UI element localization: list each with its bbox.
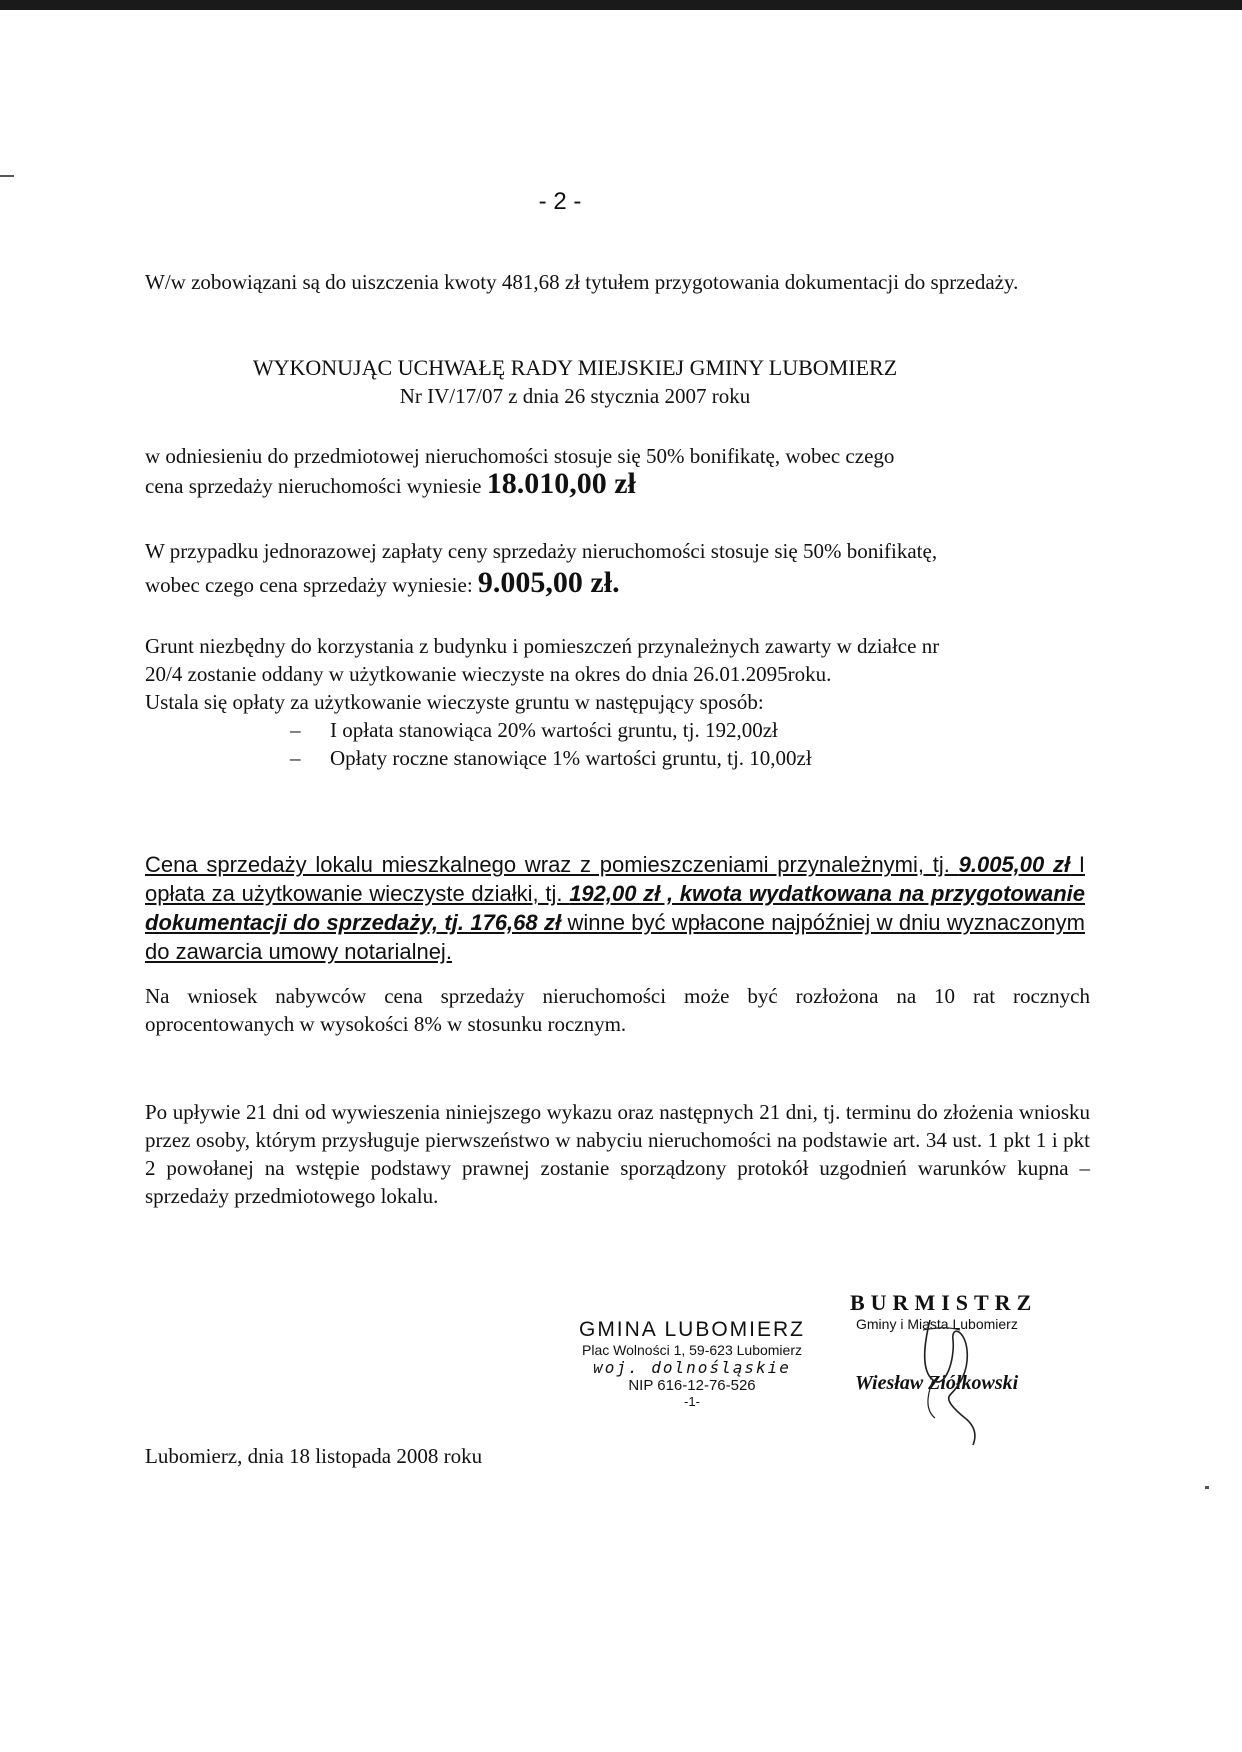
list-dash: – [290, 718, 301, 742]
notice-amount-fee: 192,00 zł , kwota wydatkowana na przygotowanie dokumentacji do sprzedaży, tj. 176,68 zł [145, 881, 1085, 935]
date-place: Lubomierz, dnia 18 listopada 2008 roku [145, 1444, 483, 1468]
sale-price-label: cena sprzedaży nieruchomości wyniesie [145, 474, 487, 498]
scan-edge-mark [0, 175, 14, 177]
single-payment-label: wobec czego cena sprzedaży wyniesie: [145, 573, 478, 597]
notice-text-3: winne być wpłacone najpóźniej w dniu wyznaczonym do zawarcia umowy notarialnej. [145, 910, 1085, 964]
payment-deadline-notice [145, 850, 1085, 966]
land-usage-line-3: Ustala się opłaty za użytkowanie wieczyste gruntu w następujący sposób: [145, 690, 764, 714]
handwritten-signature [905, 1300, 995, 1450]
paragraph-documentation-fee: W/w zobowiązani są do uiszczenia kwoty 481,68 zł tytułem przygotowania dokumentacji do sprzedaży. [145, 270, 1019, 294]
paragraph-discount [145, 442, 1105, 500]
scan-speck [1205, 1486, 1209, 1489]
stamp-gmina-name: GMINA LUBOMIERZ [578, 1318, 806, 1341]
stamp-burmistrz-title: BURMISTRZ [850, 1290, 1038, 1315]
scan-top-border [0, 0, 1242, 10]
fee-text: Opłaty roczne stanowiące 1% wartości gruntu, tj. 10,00zł [330, 746, 812, 770]
stamp-gmina-code: -1- [684, 1394, 700, 1409]
paragraph-installments: Na wniosek nabywców cena sprzedaży nieruchomości może być rozłożona na 10 rat rocznych oprocentowanych w wysokości 8% w stosunku rocznym. [145, 984, 1090, 1036]
fee-list [290, 716, 1105, 772]
land-usage-line-2: 20/4 zostanie oddany w użytkowanie wieczyste na okres do dnia 26.01.2095roku. [145, 662, 832, 686]
single-payment-line: W przypadku jednorazowej zapłaty ceny sprzedaży nieruchomości stosuje się 50% bonifikatę, [145, 539, 938, 563]
paragraph-single-payment [145, 537, 1105, 599]
stamp-gmina-region: woj. dolnośląskie [593, 1358, 791, 1377]
stamp-gmina-nip: NIP 616-12-76-526 [628, 1377, 756, 1394]
fee-text: I opłata stanowiąca 20% wartości gruntu, tj. 192,00zł [330, 718, 778, 742]
list-item [290, 716, 1105, 744]
notice-amount-sale: 9.005,00 zł [958, 852, 1071, 877]
resolution-heading [145, 354, 1005, 410]
list-dash: – [290, 746, 301, 770]
paragraph-land-usage [145, 632, 1105, 772]
paragraph-protocol: Po upływie 21 dni od wywieszenia niniejszego wykazu oraz następnych 21 dni, tj. terminu do złożenia wniosku przez osoby, którym przysługuje pierwszeństwo w nabyciu nieruchomości na podstawie art. 34 ust. 1 pkt 1 i pkt 2 powołanej na wstępie podstawy prawnej zostanie sporządzony protokół uzgodnień warunków kupna – sprzedaży przedmiotowego lokalu. [145, 1100, 1090, 1208]
stamp-burmistrz-subtitle: Gminy i Miasta Lubomierz [856, 1316, 1018, 1332]
discount-line: w odniesieniu do przedmiotowej nieruchomości stosuje się 50% bonifikatę, wobec czego [145, 444, 895, 468]
resolution-number: Nr IV/17/07 z dnia 26 stycznia 2007 roku [399, 384, 751, 408]
stamp-burmistrz-name: Wiesław Ziółkowski [855, 1372, 1019, 1394]
sale-price-amount: 18.010,00 zł [486, 467, 636, 500]
stamp-gmina-address: Plac Wolności 1, 59-623 Lubomierz [582, 1342, 802, 1358]
single-payment-amount: 9.005,00 zł. [477, 566, 620, 599]
resolution-title: WYKONUJĄC UCHWAŁĘ RADY MIEJSKIEJ GMINY LUBOMIERZ [252, 355, 898, 380]
page-number: - 2 - [538, 188, 582, 215]
stamp-gmina [552, 1318, 832, 1409]
notice-text-2: I opłata za użytkowanie wieczyste działki, tj. [145, 852, 1085, 906]
land-usage-line-1: Grunt niezbędny do korzystania z budynku i pomieszczeń przynależnych zawarty w działce nr [145, 634, 940, 658]
list-item [290, 744, 1105, 772]
notice-text-1: Cena sprzedaży lokalu mieszkalnego wraz z pomieszczeniami przynależnymi, tj. [145, 852, 959, 877]
